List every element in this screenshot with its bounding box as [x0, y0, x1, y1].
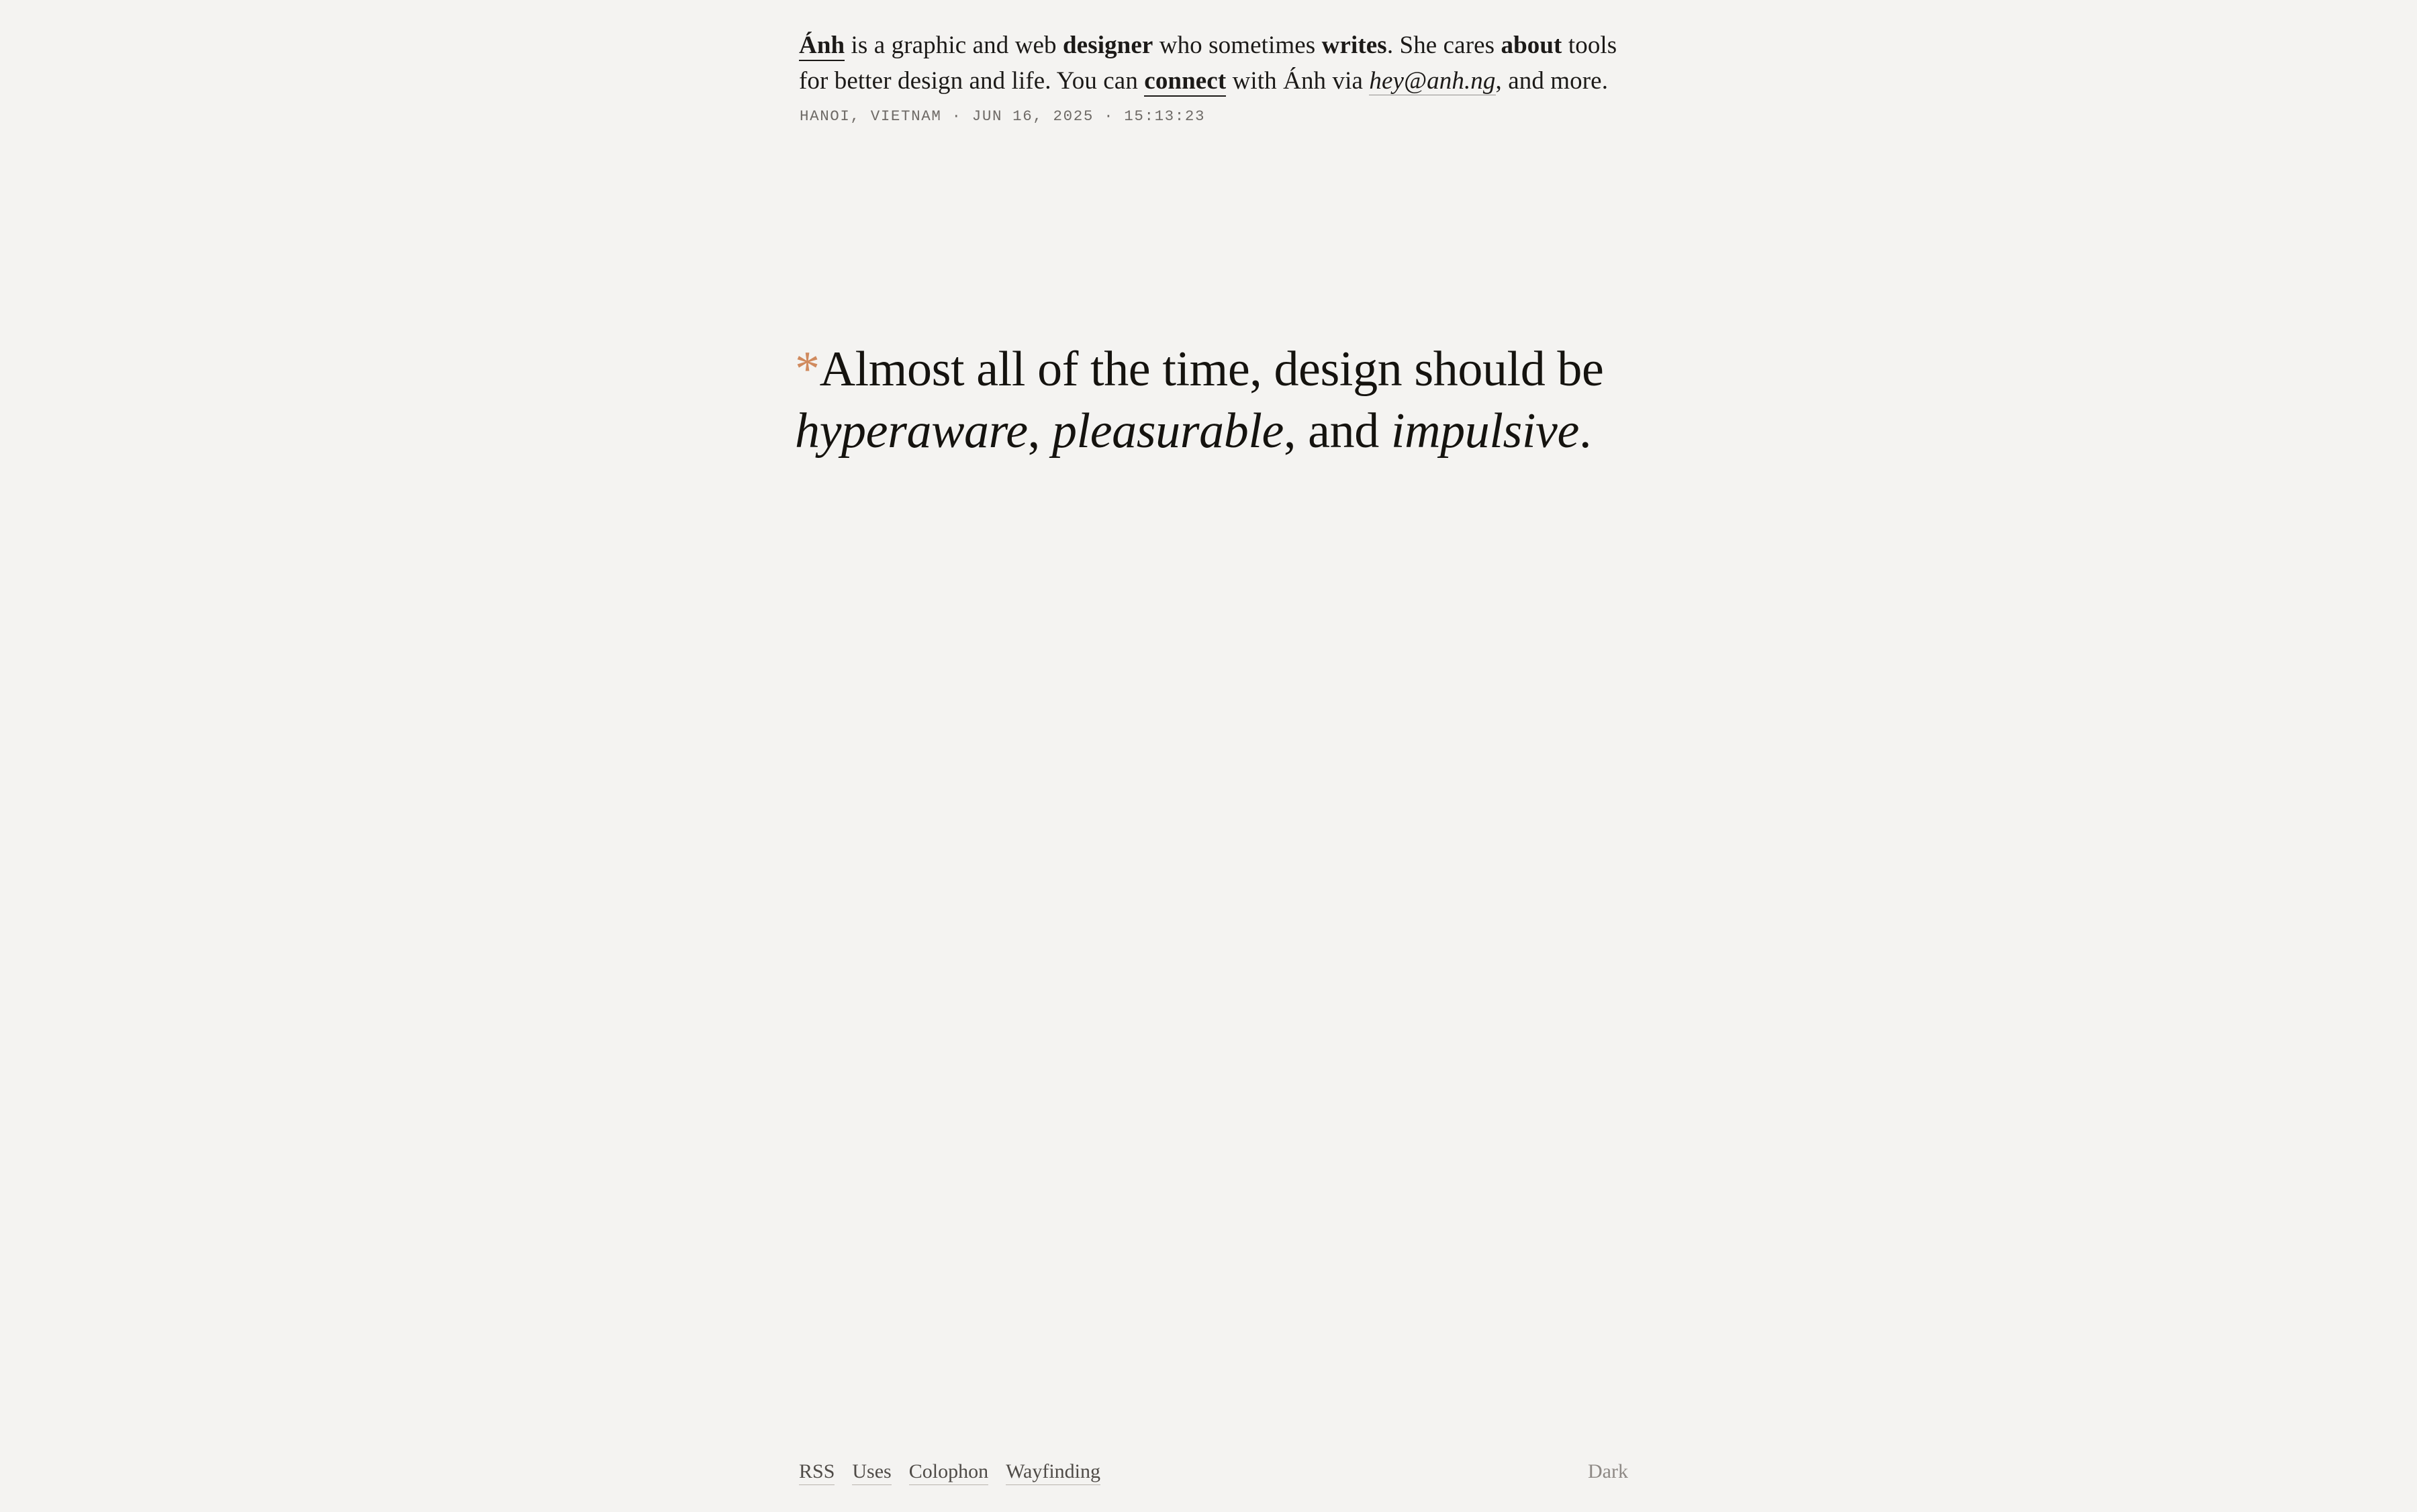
hero-word-hyperaware: hyperaware [795, 403, 1028, 459]
footer-link-rss[interactable]: RSS [799, 1460, 835, 1485]
intro-text-6: , and more. [1495, 66, 1609, 95]
asterisk-icon: * [795, 342, 820, 397]
link-connect[interactable]: connect [1144, 67, 1226, 97]
hero-comma-1: , [1027, 403, 1052, 459]
hero-conjunction: , and [1283, 403, 1391, 459]
intro-emphasis-designer: designer [1063, 32, 1153, 59]
intro-text-1: is a graphic and web [845, 32, 1063, 59]
intro-paragraph [799, 28, 1631, 99]
footer-nav [799, 1460, 1100, 1485]
hero-part-1: Almost all of the time, design should be [819, 342, 1604, 397]
intro-emphasis-about: about [1501, 32, 1562, 59]
footer [0, 1460, 2417, 1501]
link-name[interactable]: Ánh [799, 32, 845, 61]
intro-text-2: who sometimes [1153, 32, 1322, 59]
hero-statement [795, 339, 1748, 463]
location-date-time-meta: HANOI, VIETNAM · JUN 16, 2025 · 15:13:23 [800, 107, 1206, 125]
footer-link-wayfinding[interactable]: Wayfinding [1006, 1460, 1100, 1485]
footer-link-uses[interactable]: Uses [852, 1460, 891, 1485]
footer-link-colophon[interactable]: Colophon [909, 1460, 988, 1485]
intro-text-3: . She cares [1386, 32, 1501, 59]
footer-right [1588, 1460, 1628, 1483]
intro-block [799, 28, 1631, 99]
hero-text [795, 339, 1748, 463]
hero-word-pleasurable: pleasurable [1051, 403, 1284, 459]
link-email[interactable]: hey@anh.ng [1369, 66, 1496, 95]
hero-word-impulsive: impulsive [1390, 403, 1579, 459]
hero-period: . [1578, 403, 1592, 459]
intro-text-4: tools for better design and life. You can [799, 32, 1617, 95]
intro-emphasis-writes: writes [1321, 32, 1387, 59]
intro-text-5: with Ánh via [1226, 66, 1370, 95]
theme-toggle-dark[interactable]: Dark [1588, 1460, 1628, 1482]
